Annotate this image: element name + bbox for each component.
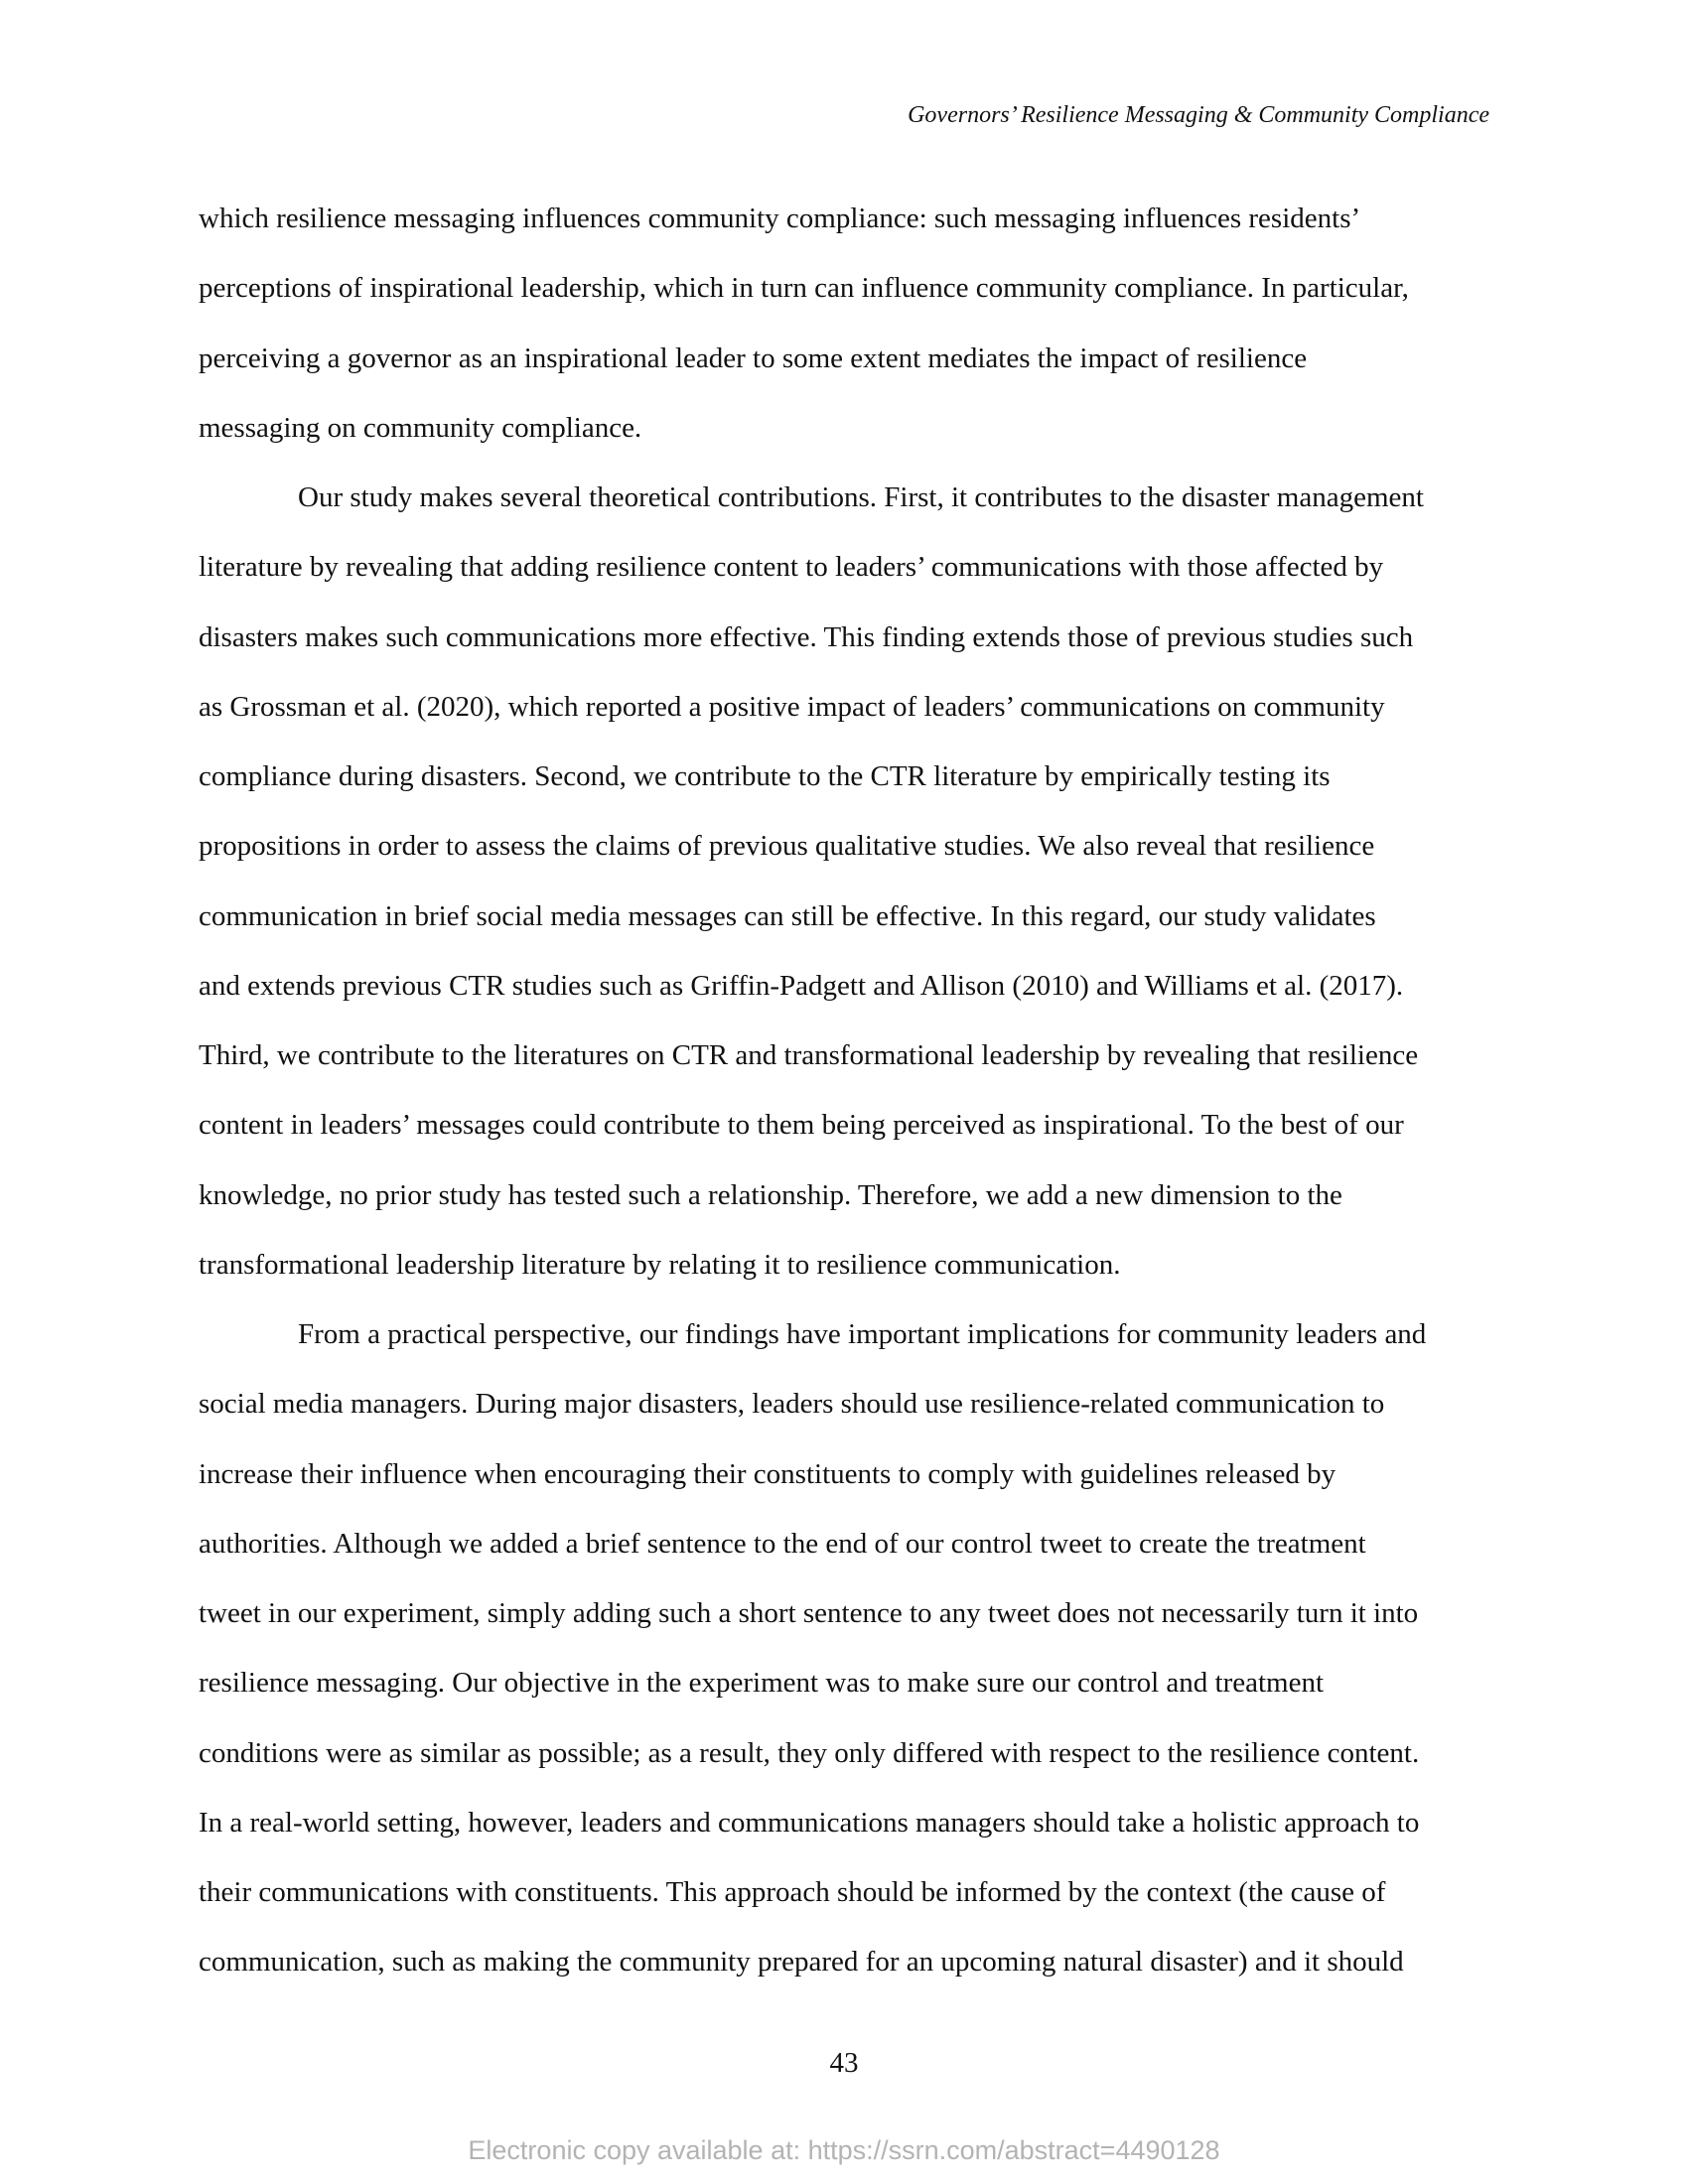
text-line: resilience messaging. Our objective in the experiment was to make sure our control and treatment (199, 1667, 1325, 1700)
text-line: messaging on community compliance. (199, 411, 642, 444)
text-line: communication, such as making the community prepared for an upcoming natural disaster) and it should (199, 1946, 1404, 1979)
text-line: communication in brief social media messages can still be effective. In this regard, our study validates (199, 899, 1376, 932)
text-line: knowledge, no prior study has tested such a relationship. Therefore, we add a new dimension to the (199, 1178, 1342, 1211)
text-line: transformational leadership literature by relating it to resilience communication. (199, 1248, 1121, 1281)
text-line: their communications with constituents. This approach should be informed by the context (the cause of (199, 1876, 1386, 1908)
text-line: literature by revealing that adding resilience content to leaders’ communications with those affected by (199, 551, 1384, 584)
paragraph-first-line: Our study makes several theoretical contributions. First, it contributes to the disaster management (298, 481, 1424, 513)
text-line: propositions in order to assess the claims of previous qualitative studies. We also reveal that resilience (199, 830, 1375, 863)
text-line: tweet in our experiment, simply adding such a short sentence to any tweet does not necessarily turn it into (199, 1597, 1419, 1629)
text-line: perceiving a governor as an inspirational leader to some extent mediates the impact of resilience (199, 341, 1308, 374)
text-line: perceptions of inspirational leadership, which in turn can influence community compliance. In particular, (199, 272, 1409, 305)
text-line: content in leaders’ messages could contribute to them being perceived as inspirational. To the best of our (199, 1109, 1404, 1142)
page-number: 43 (829, 2047, 859, 2079)
text-line: authorities. Although we added a brief sentence to the end of our control tweet to create the treatment (199, 1527, 1366, 1560)
running-head: Governors’ Resilience Messaging & Community Compliance (908, 102, 1489, 128)
text-line: increase their influence when encouraging their constituents to comply with guidelines released by (199, 1457, 1336, 1490)
text-line: as Grossman et al. (2020), which reported a positive impact of leaders’ communications on community (199, 690, 1385, 723)
text-line: Third, we contribute to the literatures on CTR and transformational leadership by revealing that resilience (199, 1039, 1419, 1071)
text-line: conditions were as similar as possible; as a result, they only differed with respect to the resilience content. (199, 1736, 1420, 1769)
ssrn-footer-notice: Electronic copy available at: https://ssrn.com/abstract=4490128 (468, 2135, 1220, 2165)
paragraph-first-line: From a practical perspective, our findings have important implications for community leaders and (298, 1318, 1427, 1350)
text-line: and extends previous CTR studies such as Griffin-Padgett and Allison (2010) and Williams et al. (2017). (199, 969, 1404, 1002)
text-line: social media managers. During major disasters, leaders should use resilience-related communication to (199, 1388, 1385, 1421)
body-text (199, 195, 1489, 2008)
text-line: compliance during disasters. Second, we contribute to the CTR literature by empirically testing its (199, 760, 1331, 792)
text-line: In a real-world setting, however, leaders and communications managers should take a holistic approach to (199, 1806, 1420, 1839)
text-line: disasters makes such communications more effective. This finding extends those of previous studies such (199, 620, 1414, 653)
text-line: which resilience messaging influences community compliance: such messaging influences residents’ (199, 203, 1361, 234)
